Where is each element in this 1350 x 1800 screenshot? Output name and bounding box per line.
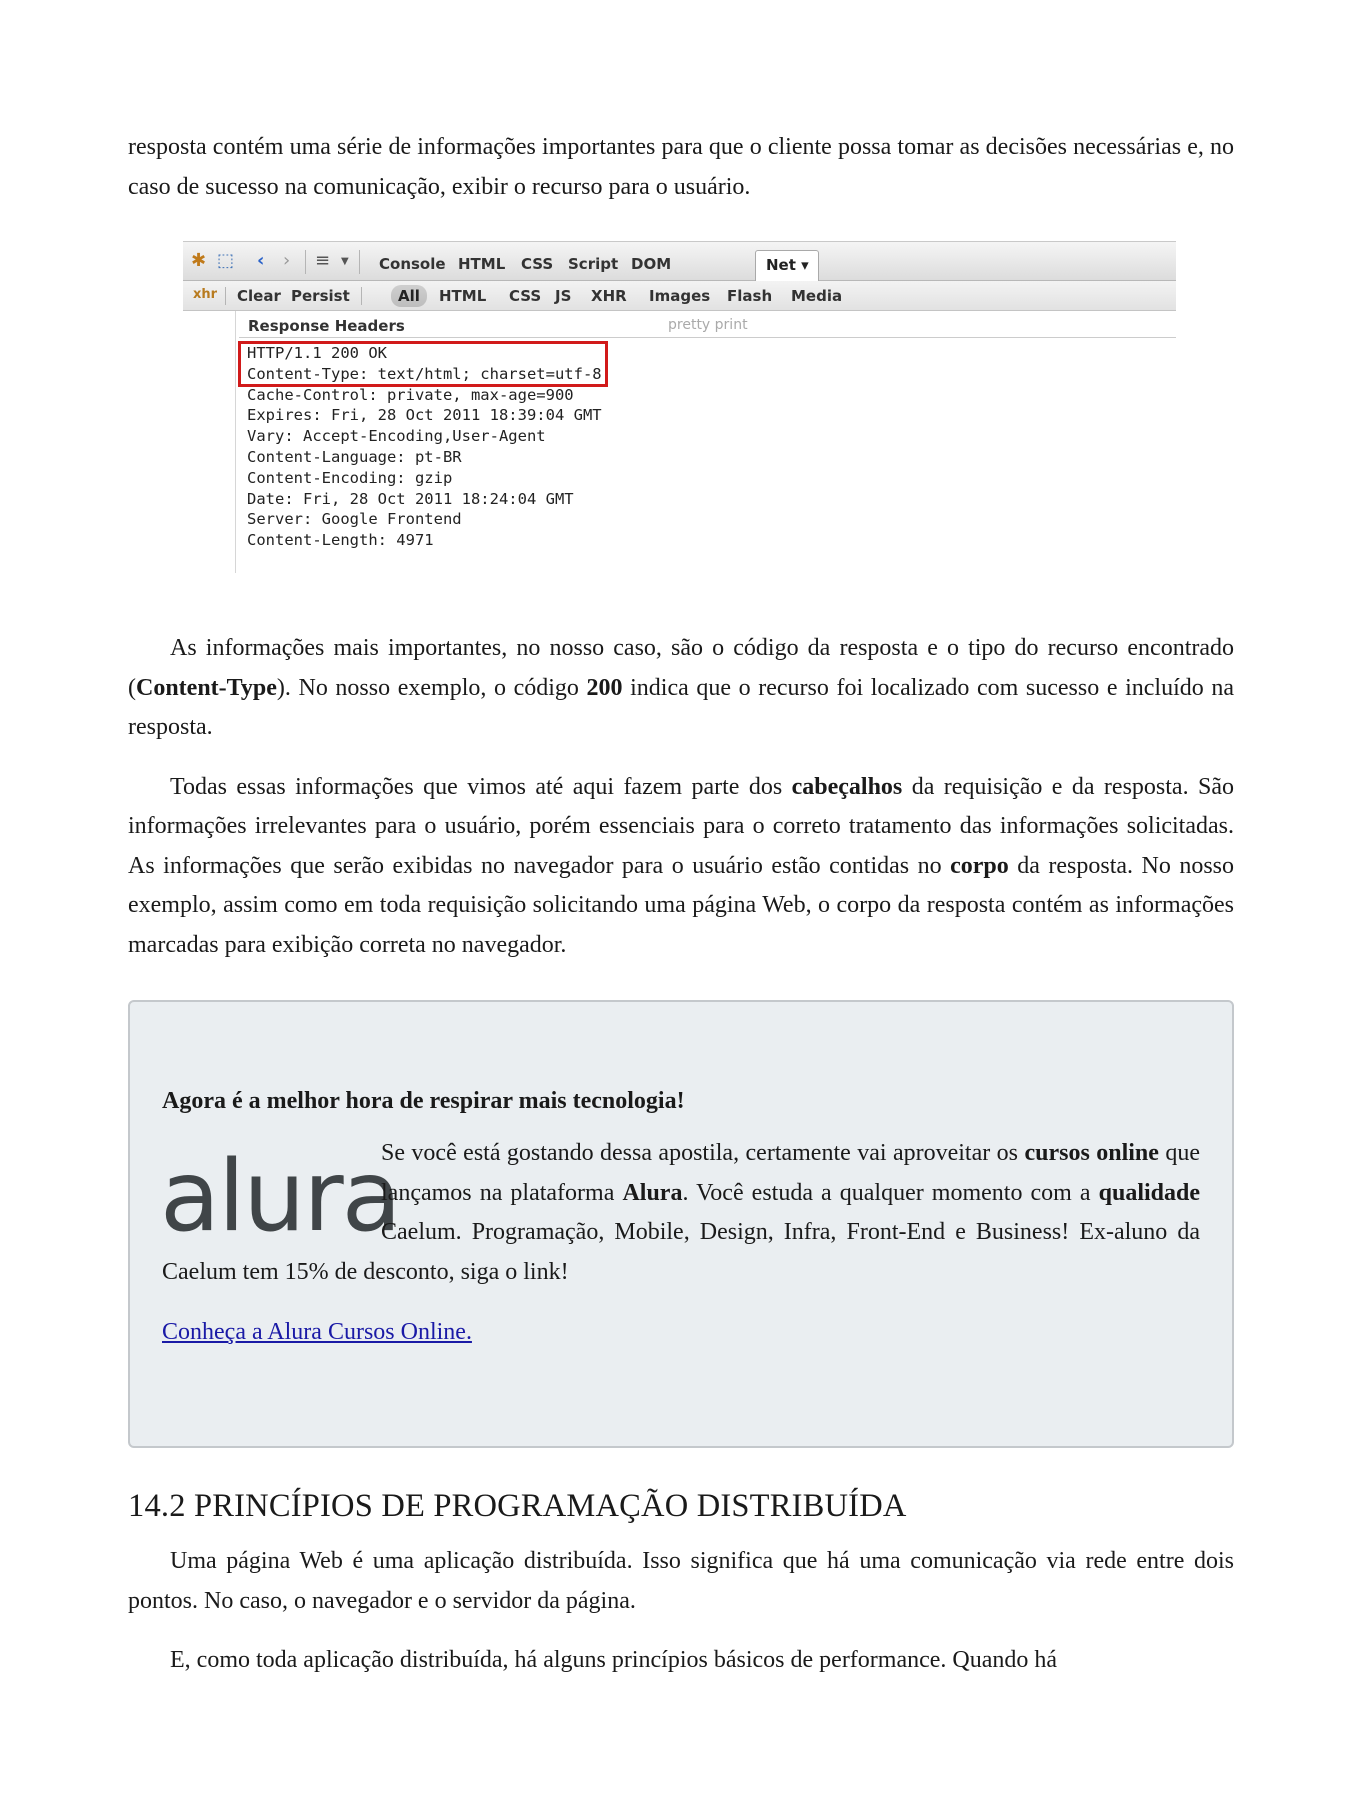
menu-list-icon[interactable]: ≡ (315, 250, 331, 271)
back-icon[interactable]: ‹ (257, 250, 265, 271)
paragraph-headers-body: Todas essas informações que vimos até aqui fazem parte dos cabeçalhos da requisição e da resposta. São informações irrelevantes para o usuário, porém essenciais para o correto tratamento das informações solicitadas. As informações que serão exibidas no navegador para o usuário estão contidas no corpo da resposta. No nosso exemplo, assim como em toda requisição solicitando uma página Web, o corpo da resposta contém as informações marcadas para exibição correta no navegador. (128, 773, 1235, 958)
paragraph-performance: E, como toda aplicação distribuída, há alguns princípios básicos de performance. Quando há (170, 1647, 1058, 1673)
firebug-bug-icon[interactable]: ✱ (191, 250, 207, 271)
page-content (128, 128, 1234, 1681)
paragraph-content-type: As informações mais importantes, no nosso caso, são o código da resposta e o tipo do recurso encontrado (Content-Type). No nosso exemplo, o código 200 indica que o recurso foi localizado com sucesso e incluído na resposta. (128, 635, 1234, 740)
clear-button[interactable]: Clear (237, 287, 281, 305)
filter-media[interactable]: Media (791, 287, 843, 305)
paragraph-distributed-app: Uma página Web é uma aplicação distribuída. Isso significa que há uma comunicação via rede entre dois pontos. No caso, o navegador e o servidor da página. (128, 1548, 1234, 1614)
header-line: HTTP/1.1 200 OK (247, 344, 387, 362)
filter-images[interactable]: Images (649, 287, 711, 305)
response-headers-label[interactable]: Response Headers (248, 317, 405, 335)
tab-console[interactable]: Console (379, 255, 446, 273)
section-heading: 14.2 PRINCÍPIOS DE PROGRAMAÇÃO DISTRIBUÍDA (128, 1488, 907, 1524)
tab-html[interactable]: HTML (458, 255, 506, 273)
header-line: Vary: Accept-Encoding,User-Agent (247, 427, 546, 446)
callout-title: Agora é a melhor hora de respirar mais tecnologia! (162, 1088, 685, 1114)
forward-icon[interactable]: › (283, 250, 291, 271)
tab-dom[interactable]: DOM (631, 255, 672, 273)
firebug-filter-toolbar (183, 281, 1176, 311)
pretty-print-link[interactable]: pretty print (668, 317, 748, 333)
header-line: Content-Length: 4971 (247, 531, 434, 550)
tab-net[interactable]: Net ▾ (755, 250, 819, 282)
header-line: Server: Google Frontend (247, 510, 462, 529)
svg-text:alura: alura (160, 1140, 400, 1254)
persist-button[interactable]: Persist (291, 287, 350, 305)
callout-text: Se você está gostando dessa apostila, certamente vai aproveitar os cursos online que lançamos na plataforma Alura. Você estuda a qualquer momento com a qualidade Caelum. Programação, Mobile, Design, Infra, Front-End e Business! Ex-aluno da Caelum tem 15% de desconto, siga o link! (162, 1140, 1201, 1285)
filter-all[interactable]: All (391, 285, 427, 307)
filter-xhr[interactable]: XHR (591, 287, 627, 305)
filter-html[interactable]: HTML (439, 287, 487, 305)
paragraph-intro: resposta contém uma série de informações importantes para que o cliente possa tomar as decisões necessárias e, no caso de sucesso na comunicação, exibir o recurso para o usuário. (128, 134, 1234, 200)
header-line: Content-Type: text/html; charset=utf-8 (247, 364, 602, 383)
highlight-box (238, 341, 608, 387)
tab-css[interactable]: CSS (521, 255, 554, 273)
xhr-icon[interactable]: xhr (193, 287, 218, 302)
tab-script[interactable]: Script (568, 255, 619, 273)
filter-css[interactable]: CSS (509, 287, 542, 305)
alura-callout (128, 1000, 1234, 1448)
header-line: Cache-Control: private, max-age=900 (247, 385, 574, 404)
inspect-icon[interactable]: ⬚ (217, 250, 235, 271)
header-line: Expires: Fri, 28 Oct 2011 18:39:04 GMT (247, 406, 602, 425)
filter-js[interactable]: JS (555, 287, 572, 305)
header-line: Content-Encoding: gzip (247, 468, 453, 487)
filter-flash[interactable]: Flash (727, 287, 773, 305)
firebug-screenshot (183, 241, 1176, 573)
alura-logo[interactable] (160, 1134, 400, 1254)
firebug-main-toolbar (183, 241, 1176, 281)
header-line: Content-Language: pt-BR (247, 447, 462, 466)
dropdown-arrow-icon[interactable]: ▼ (341, 256, 349, 267)
header-line: Date: Fri, 28 Oct 2011 18:24:04 GMT (247, 489, 574, 508)
alura-courses-link[interactable]: Conheça a Alura Cursos Online. (162, 1319, 472, 1345)
